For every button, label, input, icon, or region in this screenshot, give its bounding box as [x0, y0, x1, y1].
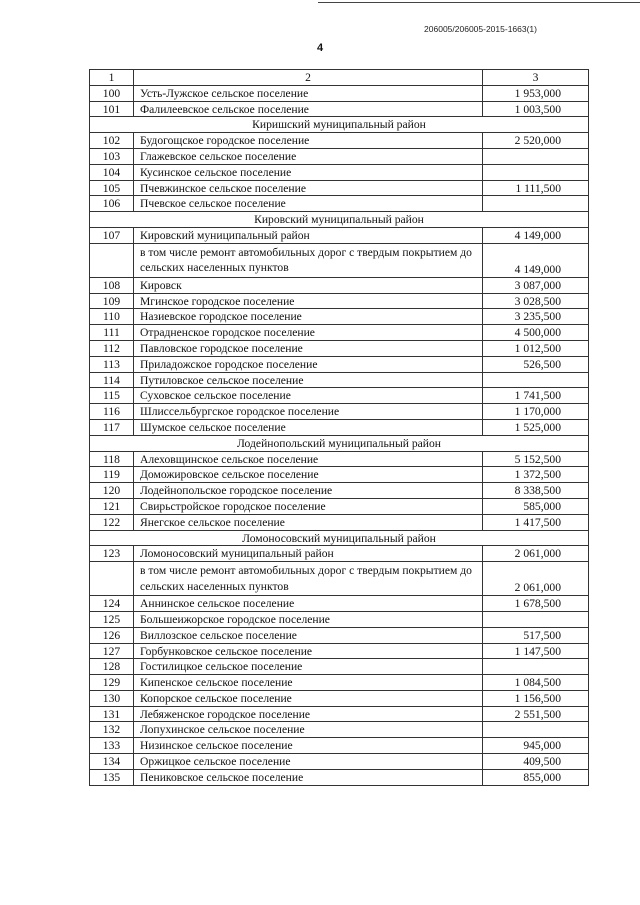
row-name: в том числе ремонт автомобильных дорог с твердым покрытием до сельских населенных пунктов — [134, 243, 483, 277]
table-row — [90, 133, 589, 149]
row-amount: 4 149,000 — [483, 243, 589, 277]
row-amount: 3 235,500 — [483, 309, 589, 325]
row-number: 105 — [90, 180, 134, 196]
row-number: 101 — [90, 101, 134, 117]
row-number: 135 — [90, 769, 134, 785]
row-amount: 4 149,000 — [483, 227, 589, 243]
table-body — [90, 85, 589, 785]
row-name: Оржицкое сельское поселение — [134, 754, 483, 770]
row-number: 128 — [90, 659, 134, 675]
table-row — [90, 277, 589, 293]
table-row — [90, 643, 589, 659]
table-row — [90, 180, 589, 196]
row-name: Глажевское сельское поселение — [134, 148, 483, 164]
table-row — [90, 659, 589, 675]
scan-edge-line — [318, 2, 640, 3]
row-amount: 585,000 — [483, 498, 589, 514]
table-header-row — [90, 70, 589, 86]
section-title: Киришский муниципальный район — [90, 117, 589, 133]
row-amount: 3 028,500 — [483, 293, 589, 309]
section-title: Лодейнопольский муниципальный район — [90, 435, 589, 451]
row-number: 106 — [90, 196, 134, 212]
row-name: Кировск — [134, 277, 483, 293]
column-header: 3 — [483, 70, 589, 86]
table-row — [90, 196, 589, 212]
row-name: Приладожское городское поселение — [134, 356, 483, 372]
row-number — [90, 243, 134, 277]
row-number: 122 — [90, 514, 134, 530]
row-number: 126 — [90, 627, 134, 643]
row-name: Отрадненское городское поселение — [134, 325, 483, 341]
row-amount: 1 003,500 — [483, 101, 589, 117]
row-name: Пениковское сельское поселение — [134, 769, 483, 785]
table-row — [90, 356, 589, 372]
row-name: Шлиссельбургское городское поселение — [134, 404, 483, 420]
row-amount: 2 551,500 — [483, 706, 589, 722]
row-name: Лодейнопольское городское поселение — [134, 483, 483, 499]
row-name: Свирьстройское городское поселение — [134, 498, 483, 514]
row-amount: 855,000 — [483, 769, 589, 785]
row-amount — [483, 722, 589, 738]
row-amount: 5 152,500 — [483, 451, 589, 467]
row-number: 104 — [90, 164, 134, 180]
row-number: 132 — [90, 722, 134, 738]
row-amount: 409,500 — [483, 754, 589, 770]
table-row — [90, 340, 589, 356]
table-row — [90, 372, 589, 388]
row-name: Суховское сельское поселение — [134, 388, 483, 404]
row-number: 119 — [90, 467, 134, 483]
row-number: 102 — [90, 133, 134, 149]
row-amount: 1 953,000 — [483, 85, 589, 101]
row-amount: 1 525,000 — [483, 419, 589, 435]
row-number: 112 — [90, 340, 134, 356]
row-amount: 3 087,000 — [483, 277, 589, 293]
row-name: Кипенское сельское поселение — [134, 675, 483, 691]
table-row — [90, 690, 589, 706]
row-name: Фалилеевское сельское поселение — [134, 101, 483, 117]
row-number: 107 — [90, 227, 134, 243]
row-name: Будогощское городское поселение — [134, 133, 483, 149]
table-row — [90, 706, 589, 722]
row-number: 120 — [90, 483, 134, 499]
table-row — [90, 148, 589, 164]
row-amount — [483, 196, 589, 212]
row-number: 127 — [90, 643, 134, 659]
row-number: 113 — [90, 356, 134, 372]
table-row — [90, 451, 589, 467]
row-name: Большеижорское городское поселение — [134, 611, 483, 627]
row-number: 121 — [90, 498, 134, 514]
row-amount: 2 061,000 — [483, 562, 589, 596]
table-row — [90, 738, 589, 754]
row-amount: 4 500,000 — [483, 325, 589, 341]
row-name: Гостилицкое сельское поселение — [134, 659, 483, 675]
row-name: Шумское сельское поселение — [134, 419, 483, 435]
row-amount — [483, 611, 589, 627]
row-number: 111 — [90, 325, 134, 341]
section-title: Ломоносовский муниципальный район — [90, 530, 589, 546]
row-name: Алеховщинское сельское поселение — [134, 451, 483, 467]
table-row — [90, 546, 589, 562]
sub-row — [90, 243, 589, 277]
row-number: 109 — [90, 293, 134, 309]
row-amount: 945,000 — [483, 738, 589, 754]
row-number — [90, 562, 134, 596]
row-number: 130 — [90, 690, 134, 706]
column-header: 1 — [90, 70, 134, 86]
row-amount: 2 061,000 — [483, 546, 589, 562]
row-number: 131 — [90, 706, 134, 722]
row-name: Низинское сельское поселение — [134, 738, 483, 754]
row-number: 108 — [90, 277, 134, 293]
table-row — [90, 514, 589, 530]
row-amount: 2 520,000 — [483, 133, 589, 149]
row-name: Пчевское сельское поселение — [134, 196, 483, 212]
document-id: 206005/206005-2015-1663(1) — [424, 24, 537, 34]
row-amount — [483, 372, 589, 388]
row-amount: 1 147,500 — [483, 643, 589, 659]
page-number: 4 — [316, 42, 324, 54]
row-name: Пчевжинское сельское поселение — [134, 180, 483, 196]
row-name: Мгинское городское поселение — [134, 293, 483, 309]
column-header: 2 — [134, 70, 483, 86]
row-name: Кировский муниципальный район — [134, 227, 483, 243]
row-name: Горбунковское сельское поселение — [134, 643, 483, 659]
row-number: 124 — [90, 596, 134, 612]
table-row — [90, 722, 589, 738]
table-row — [90, 769, 589, 785]
table-row — [90, 498, 589, 514]
row-amount: 1 012,500 — [483, 340, 589, 356]
row-amount: 1 372,500 — [483, 467, 589, 483]
row-amount: 1 417,500 — [483, 514, 589, 530]
section-row — [90, 530, 589, 546]
row-name: Янегское сельское поселение — [134, 514, 483, 530]
table-row — [90, 293, 589, 309]
row-amount: 1 741,500 — [483, 388, 589, 404]
table-row — [90, 164, 589, 180]
row-amount: 526,500 — [483, 356, 589, 372]
table-row — [90, 675, 589, 691]
sub-row — [90, 562, 589, 596]
table-row — [90, 85, 589, 101]
row-amount: 8 338,500 — [483, 483, 589, 499]
table-row — [90, 627, 589, 643]
row-name: Лопухинское сельское поселение — [134, 722, 483, 738]
section-row — [90, 212, 589, 228]
row-name: Назиевское городское поселение — [134, 309, 483, 325]
row-name: Аннинское сельское поселение — [134, 596, 483, 612]
table-row — [90, 404, 589, 420]
row-amount: 1 084,500 — [483, 675, 589, 691]
table-row — [90, 754, 589, 770]
row-amount: 1 111,500 — [483, 180, 589, 196]
row-number: 134 — [90, 754, 134, 770]
table-row — [90, 388, 589, 404]
table-row — [90, 611, 589, 627]
table-row — [90, 101, 589, 117]
row-number: 123 — [90, 546, 134, 562]
row-number: 117 — [90, 419, 134, 435]
row-name: Павловское городское поселение — [134, 340, 483, 356]
row-name: Виллозское сельское поселение — [134, 627, 483, 643]
table-row — [90, 325, 589, 341]
row-name: Кусинское сельское поселение — [134, 164, 483, 180]
table-row — [90, 467, 589, 483]
row-number: 110 — [90, 309, 134, 325]
row-number: 103 — [90, 148, 134, 164]
table-row — [90, 596, 589, 612]
row-amount: 1 156,500 — [483, 690, 589, 706]
row-number: 129 — [90, 675, 134, 691]
row-name: Доможировское сельское поселение — [134, 467, 483, 483]
row-amount: 1 170,000 — [483, 404, 589, 420]
row-name: Копорское сельское поселение — [134, 690, 483, 706]
row-number: 116 — [90, 404, 134, 420]
section-title: Кировский муниципальный район — [90, 212, 589, 228]
row-amount — [483, 148, 589, 164]
table-row — [90, 483, 589, 499]
row-amount: 517,500 — [483, 627, 589, 643]
row-number: 118 — [90, 451, 134, 467]
row-amount: 1 678,500 — [483, 596, 589, 612]
row-name: Путиловское сельское поселение — [134, 372, 483, 388]
row-amount — [483, 164, 589, 180]
row-name: в том числе ремонт автомобильных дорог с твердым покрытием до сельских населенных пунктов — [134, 562, 483, 596]
row-number: 114 — [90, 372, 134, 388]
row-number: 115 — [90, 388, 134, 404]
row-number: 133 — [90, 738, 134, 754]
allocation-table — [89, 69, 589, 786]
section-row — [90, 435, 589, 451]
table-row — [90, 227, 589, 243]
row-amount — [483, 659, 589, 675]
section-row — [90, 117, 589, 133]
row-name: Лебяженское городское поселение — [134, 706, 483, 722]
row-number: 100 — [90, 85, 134, 101]
table-row — [90, 309, 589, 325]
row-name: Ломоносовский муниципальный район — [134, 546, 483, 562]
row-name: Усть-Лужское сельское поселение — [134, 85, 483, 101]
row-number: 125 — [90, 611, 134, 627]
table-row — [90, 419, 589, 435]
